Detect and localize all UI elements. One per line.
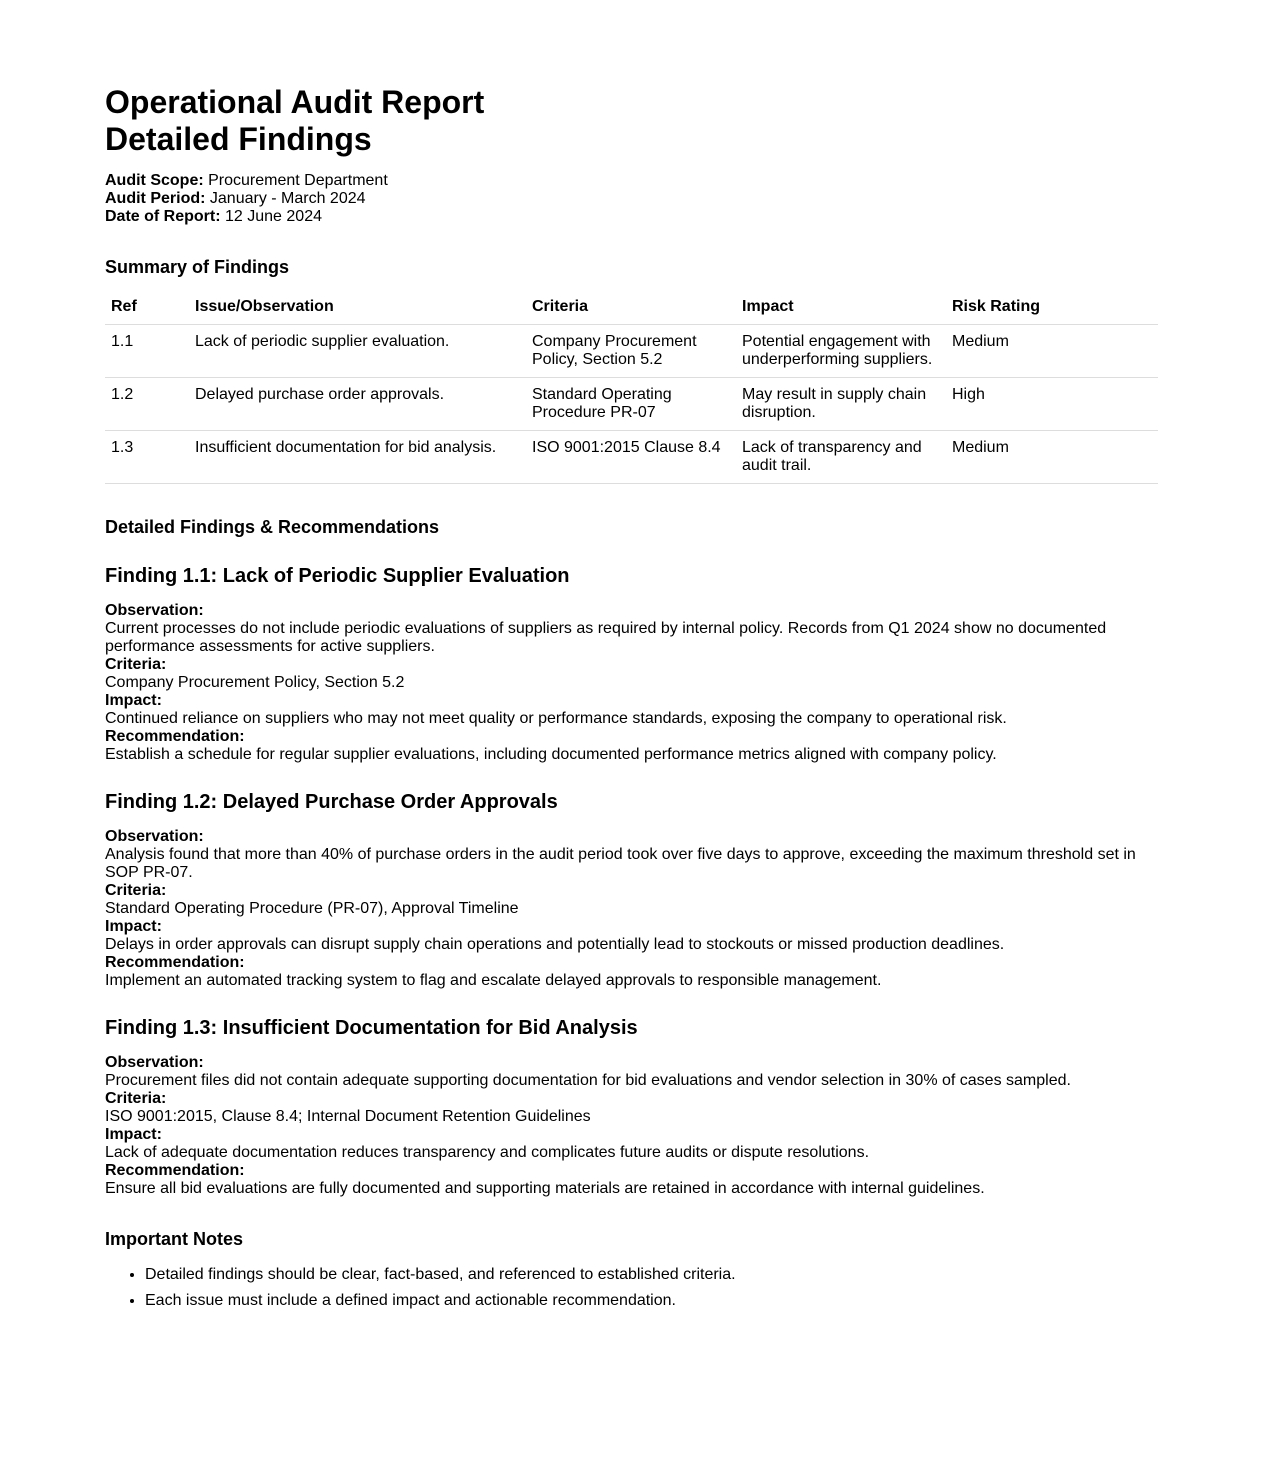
finding-1-1: [105, 564, 1158, 764]
table-header-row: [105, 294, 1158, 325]
cell-impact: Lack of transparency and audit trail.: [736, 431, 946, 484]
important-notes-list: [105, 1266, 1158, 1310]
recommendation-label: Recommendation:: [105, 728, 245, 745]
table-row: [105, 378, 1158, 431]
detailed-findings-title: Detailed Findings & Recommendations: [105, 517, 440, 537]
impact-text: Delays in order approvals can disrupt supply chain operations and potentially lead to stockouts or missed production deadlines.: [105, 936, 1005, 953]
summary-table: [105, 294, 1158, 484]
observation-label: Observation:: [105, 602, 204, 619]
cell-issue: Insufficient documentation for bid analysis.: [189, 431, 526, 484]
cell-risk-rating: Medium: [946, 325, 1158, 378]
meta-value: Procurement Department: [208, 172, 388, 189]
cell-impact: May result in supply chain disruption.: [736, 378, 946, 431]
cell-criteria: Standard Operating Procedure PR-07: [526, 378, 736, 431]
summary-title: Summary of Findings: [105, 257, 290, 277]
cell-criteria: ISO 9001:2015 Clause 8.4: [526, 431, 736, 484]
impact-label: Impact:: [105, 692, 162, 709]
cell-ref: 1.3: [105, 431, 189, 484]
recommendation-text: Ensure all bid evaluations are fully documented and supporting materials are retained in accordance with internal guidelines.: [105, 1180, 985, 1197]
table-row: [105, 325, 1158, 378]
meta-audit-period: [105, 190, 1158, 208]
impact-label: Impact:: [105, 1126, 162, 1143]
meta-audit-scope: [105, 172, 1158, 190]
criteria-text: Company Procurement Policy, Section 5.2: [105, 674, 405, 691]
cell-issue: Lack of periodic supplier evaluation.: [189, 325, 526, 378]
report-title-line2: Detailed Findings: [105, 121, 372, 157]
observation-label: Observation:: [105, 828, 204, 845]
impact-text: Lack of adequate documentation reduces transparency and complicates future audits or dispute resolutions.: [105, 1144, 870, 1161]
observation-label: Observation:: [105, 1054, 204, 1071]
meta-date-of-report: [105, 208, 1158, 226]
criteria-label: Criteria:: [105, 1090, 167, 1107]
list-item: • Detailed findings should be clear, fact-based, and referenced to established criteria.: [145, 1266, 1158, 1284]
criteria-label: Criteria:: [105, 882, 167, 899]
recommendation-text: Implement an automated tracking system to flag and escalate delayed approvals to responsible management.: [105, 972, 882, 989]
meta-label: Audit Scope:: [105, 172, 204, 189]
column-header-issue: Issue/Observation: [189, 294, 526, 325]
cell-ref: 1.2: [105, 378, 189, 431]
column-header-risk-rating: Risk Rating: [946, 294, 1158, 325]
meta-label: Audit Period:: [105, 190, 206, 207]
report-page: [105, 84, 1158, 1318]
meta-label: Date of Report:: [105, 208, 221, 225]
criteria-text: ISO 9001:2015, Clause 8.4; Internal Document Retention Guidelines: [105, 1108, 591, 1125]
finding-heading: Finding 1.3: Insufficient Documentation for Bid Analysis: [105, 1017, 638, 1039]
finding-1-3: [105, 1016, 1158, 1198]
column-header-criteria: Criteria: [526, 294, 736, 325]
finding-heading: Finding 1.1: Lack of Periodic Supplier Evaluation: [105, 565, 570, 587]
report-meta: [105, 172, 1158, 226]
observation-text: Analysis found that more than 40% of purchase orders in the audit period took over five days to approve, exceeding the maximum threshold set in SOP PR-07.: [105, 846, 1136, 881]
recommendation-text: Establish a schedule for regular supplier evaluations, including documented performance metrics aligned with company policy.: [105, 746, 997, 763]
impact-label: Impact:: [105, 918, 162, 935]
cell-impact: Potential engagement with underperforming suppliers.: [736, 325, 946, 378]
meta-value: 12 June 2024: [225, 208, 322, 225]
observation-text: Procurement files did not contain adequate supporting documentation for bid evaluations and vendor selection in 30% of cases sampled.: [105, 1072, 1071, 1089]
recommendation-label: Recommendation:: [105, 1162, 245, 1179]
recommendation-label: Recommendation:: [105, 954, 245, 971]
table-row: [105, 431, 1158, 484]
cell-issue: Delayed purchase order approvals.: [189, 378, 526, 431]
column-header-ref: Ref: [105, 294, 189, 325]
important-notes-title: Important Notes: [105, 1229, 244, 1249]
cell-risk-rating: Medium: [946, 431, 1158, 484]
cell-risk-rating: High: [946, 378, 1158, 431]
column-header-impact: Impact: [736, 294, 946, 325]
finding-1-2: [105, 790, 1158, 990]
report-title-line1: Operational Audit Report: [105, 84, 485, 120]
criteria-text: Standard Operating Procedure (PR-07), Approval Timeline: [105, 900, 519, 917]
criteria-label: Criteria:: [105, 656, 167, 673]
meta-value: January - March 2024: [209, 190, 366, 207]
finding-body: [105, 602, 1158, 764]
cell-ref: 1.1: [105, 325, 189, 378]
finding-body: [105, 828, 1158, 990]
finding-body: [105, 1054, 1158, 1198]
impact-text: Continued reliance on suppliers who may not meet quality or performance standards, exposing the company to operational risk.: [105, 710, 1007, 727]
list-item: • Each issue must include a defined impact and actionable recommendation.: [145, 1292, 1158, 1310]
observation-text: Current processes do not include periodic evaluations of suppliers as required by internal policy. Records from Q1 2024 show no documented performance assessments for active suppliers.: [105, 620, 1107, 655]
report-title: [105, 84, 1158, 158]
cell-criteria: Company Procurement Policy, Section 5.2: [526, 325, 736, 378]
finding-heading: Finding 1.2: Delayed Purchase Order Approvals: [105, 791, 558, 813]
